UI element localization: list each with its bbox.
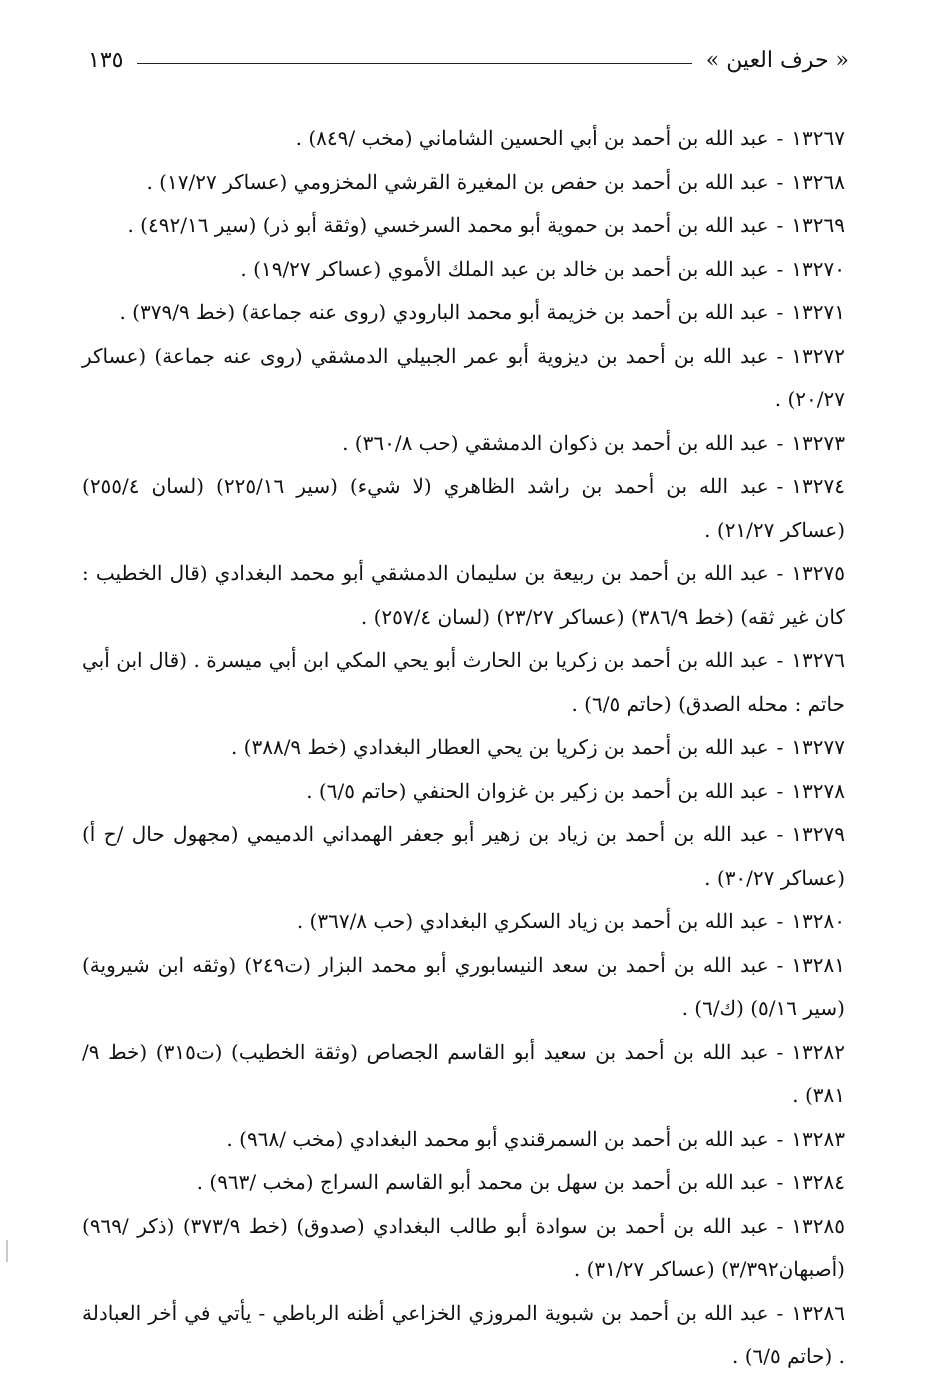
entry [82, 422, 845, 466]
entry-text: عبد الله بن أحمد بن راشد الظاهري (لا شيء) (سير ٢٢٥/١٦) (لسان ٢٥٥/٤) (عساكر ٢١/٢٧) . [82, 474, 845, 542]
entry [82, 1292, 845, 1379]
entry-separator: - [776, 1300, 784, 1325]
entry-separator: - [776, 778, 784, 803]
entry-number: ١٣٢٧٠ [791, 256, 845, 281]
entry [82, 1161, 845, 1205]
page-number: ١٣٥ [88, 47, 124, 73]
entry-text: عبد الله بن أحمد بن ديزوية أبو عمر الجبيلي الدمشقي (روى عنه جماعة) (عساكر ٢٠/٢٧) . [82, 343, 845, 411]
entry-separator: - [776, 474, 784, 498]
entry-separator: - [776, 1126, 784, 1151]
entry-number: ١٣٢٦٩ [791, 213, 845, 237]
entry-text: عبد الله بن أحمد بن شبوية المروزي الخزاعي أظنه الرباطي - يأتي في أخر العبادلة . (حاتم ٦/٥) . [82, 1300, 845, 1368]
entry-text: عبد الله بن أحمد بن زياد السكري البغدادي (حب ٣٦٧/٨) . [296, 909, 769, 933]
entry-number: ١٣٢٧٨ [791, 778, 845, 803]
entry [82, 1118, 845, 1162]
entry [82, 813, 845, 900]
scan-margin-mark [6, 1240, 8, 1262]
entry-number: ١٣٢٨٤ [791, 1170, 845, 1194]
page-header [88, 42, 849, 78]
entry [82, 552, 845, 639]
entry-text: عبد الله بن أحمد بن زكير بن غزوان الحنفي (حاتم ٦/٥) . [306, 778, 769, 803]
entry-text: عبد الله بن أحمد بن خالد بن عبد الملك الأموي (عساكر ١٩/٢٧) . [240, 256, 769, 281]
entry-separator: - [776, 256, 784, 281]
entry-text: عبد الله بن أحمد بن ربيعة بن سليمان الدمشقي أبو محمد البغدادي (قال الخطيب : كان غير ثقه) (خط ٣٨٦/٩) (عساكر ٢٣/٢٧) (لسان ٢٥٧/٤) . [82, 561, 845, 629]
entry-separator: - [776, 300, 784, 324]
entry-number: ١٣٢٨٦ [791, 1300, 845, 1325]
entry-text: عبد الله بن أحمد بن أبي الحسين الشاماني (مخب /٨٤٩) . [295, 126, 769, 150]
entry-text: عبد الله بن أحمد بن زياد بن زهير أبو جعفر الهمداني الدميمي (مجهول حال /ح أ) (عساكر ٣٠/٢٧) . [82, 822, 845, 890]
entry [82, 900, 845, 944]
entry-separator: - [776, 1170, 784, 1194]
entry-separator: - [776, 822, 784, 846]
entry [82, 161, 845, 205]
entry-text: عبد الله بن أحمد بن سهل بن محمد أبو القاسم السراج (مخب /٩٦٣) . [196, 1170, 769, 1194]
entry [82, 117, 845, 161]
entry-number: ١٣٢٦٨ [791, 169, 845, 194]
entry-text: عبد الله بن أحمد بن ذكوان الدمشقي (حب ٣٦٠/٨) . [342, 430, 769, 455]
entry [82, 248, 845, 292]
entry-text: عبد الله بن أحمد بن زكريا بن يحي العطار البغدادي (خط ٣٨٨/٩) . [230, 735, 769, 759]
entries-list [82, 117, 845, 1379]
entry-number: ١٣٢٧١ [791, 300, 845, 324]
entry [82, 944, 845, 1031]
header-rule [137, 63, 691, 64]
entry-separator: - [776, 126, 784, 150]
section-title: « حرف العين » [705, 47, 849, 73]
entry-text: عبد الله بن أحمد بن سعيد أبو القاسم الجصاص (وثقة الخطيب) (ت٣١٥) (خط ٩/ ٣٨١) . [82, 1039, 845, 1107]
entry-text: عبد الله بن أحمد بن حفص بن المغيرة القرشي المخزومي (عساكر ١٧/٢٧) . [146, 169, 769, 194]
entry-separator: - [776, 430, 784, 455]
entry [82, 1205, 845, 1292]
entry [82, 639, 845, 726]
entry [82, 204, 845, 248]
entry-number: ١٣٢٨١ [791, 952, 846, 977]
entry-number: ١٣٢٧٣ [791, 430, 845, 455]
entry-number: ١٣٢٧٧ [791, 735, 845, 759]
entry-separator: - [776, 169, 784, 194]
entry-separator: - [776, 952, 784, 977]
entry [82, 465, 845, 552]
entry-separator: - [776, 343, 784, 368]
entry-number: ١٣٢٧٥ [791, 561, 845, 585]
entry-number: ١٣٢٦٧ [791, 126, 845, 150]
entry-text: عبد الله بن أحمد بن زكريا بن الحارث أبو يحي المكي ابن أبي ميسرة . (قال ابن أبي حاتم : محله الصدق) (حاتم ٦/٥) . [82, 648, 845, 716]
entry [82, 770, 845, 814]
entry [82, 335, 845, 422]
entry-separator: - [776, 213, 784, 237]
entry-separator: - [776, 1039, 784, 1064]
entry-separator: - [776, 1213, 784, 1238]
entry-number: ١٣٢٧٦ [791, 648, 845, 672]
entry-separator: - [776, 648, 784, 672]
entry-text: عبد الله بن أحمد بن سوادة أبو طالب البغدادي (صدوق) (خط ٣٧٣/٩) (ذكر /٩٦٩) (أصبهان٣/٣٩٢) (عساكر ٣١/٢٧) . [82, 1213, 845, 1281]
entry-number: ١٣٢٨٠ [791, 909, 845, 933]
entry [82, 1031, 845, 1118]
entry-text: عبد الله بن أحمد بن خزيمة أبو محمد البارودي (روى عنه جماعة) (خط ٣٧٩/٩) . [119, 300, 769, 324]
entry-separator: - [776, 909, 784, 933]
entry-separator: - [776, 561, 784, 585]
entry [82, 726, 845, 770]
entry-number: ١٣٢٨٥ [791, 1213, 845, 1238]
entry-text: عبد الله بن أحمد بن السمرقندي أبو محمد البغدادي (مخب /٩٦٨) . [226, 1126, 769, 1151]
entry-separator: - [776, 735, 784, 759]
entry-text: عبد الله بن أحمد بن حموية أبو محمد السرخسي (وثقة أبو ذر) (سير ٤٩٢/١٦) . [127, 213, 769, 237]
entry [82, 291, 845, 335]
entry-number: ١٣٢٧٢ [791, 343, 845, 368]
entry-number: ١٣٢٧٤ [791, 474, 845, 498]
entry-number: ١٣٢٧٩ [791, 822, 845, 846]
entry-text: عبد الله بن أحمد بن سعد النيسابوري أبو محمد البزار (ت٢٤٩) (وثقه ابن شيروية) (سير ٥/١٦) (ك/٦) . [82, 952, 845, 1020]
entry-number: ١٣٢٨٢ [791, 1039, 845, 1064]
entry-number: ١٣٢٨٣ [791, 1126, 845, 1151]
